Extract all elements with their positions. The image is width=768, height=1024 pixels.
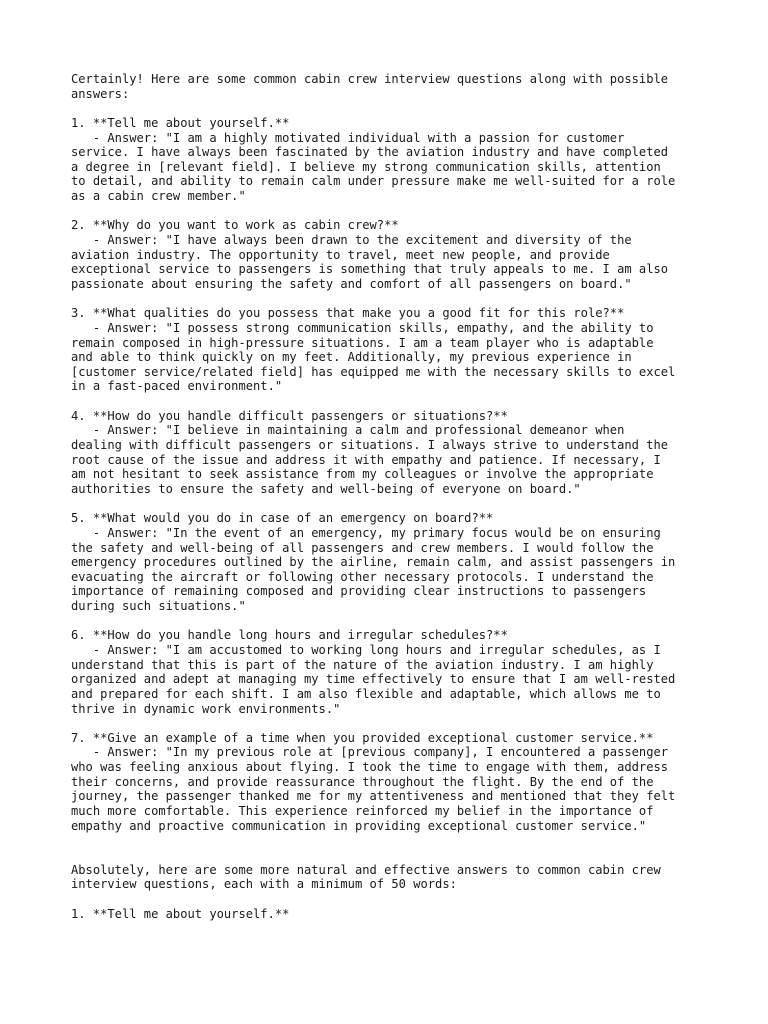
blank-line: [71, 614, 731, 629]
text-line: their concerns, and provide reassurance throughout the flight. By the end of the: [71, 774, 654, 789]
blank-line: [71, 848, 731, 863]
text-line: 1. **Tell me about yourself.**: [71, 115, 290, 130]
document-page: [71, 72, 731, 921]
text-line: 3. **What qualities do you possess that make you a good fit for this role?**: [71, 306, 625, 321]
text-line: and prepared for each shift. I am also flexible and adaptable, which allows me to: [71, 686, 661, 701]
text-line: in a fast-paced environment.": [71, 379, 283, 394]
blank-line: [71, 497, 731, 512]
text-line: am not hesitant to seek assistance from my colleagues or involve the appropriate: [71, 467, 654, 482]
text-line: during such situations.": [71, 599, 246, 614]
blank-line: [71, 716, 731, 731]
text-line: - Answer: "I am a highly motivated individual with a passion for customer: [71, 130, 625, 145]
text-line: - Answer: "I am accustomed to working long hours and irregular schedules, as I: [71, 642, 661, 657]
text-line: passionate about ensuring the safety and comfort of all passengers on board.": [71, 276, 632, 291]
text-line: 4. **How do you handle difficult passengers or situations?**: [71, 408, 508, 423]
blank-line: [71, 394, 731, 409]
text-line: and able to think quickly on my feet. Additionally, my previous experience in: [71, 350, 632, 365]
text-line: as a cabin crew member.": [71, 189, 246, 204]
text-line: the safety and well-being of all passengers and crew members. I would follow the: [71, 540, 654, 555]
text-line: a degree in [relevant field]. I believe my strong communication skills, attention: [71, 159, 661, 174]
text-line: answers:: [71, 86, 130, 101]
text-line: [customer service/related field] has equipped me with the necessary skills to excel: [71, 364, 676, 379]
text-line: much more comfortable. This experience reinforced my belief in the importance of: [71, 804, 654, 819]
text-line: empathy and proactive communication in providing exceptional customer service.": [71, 818, 647, 833]
blank-line: [71, 833, 731, 848]
text-line: emergency procedures outlined by the airline, remain calm, and assist passengers in: [71, 555, 676, 570]
text-line: aviation industry. The opportunity to travel, meet new people, and provide: [71, 247, 610, 262]
text-line: understand that this is part of the nature of the aviation industry. I am highly: [71, 657, 654, 672]
text-line: 7. **Give an example of a time when you provided exceptional customer service.**: [71, 730, 654, 745]
text-line: authorities to ensure the safety and well-being of everyone on board.": [71, 481, 581, 496]
text-line: 2. **Why do you want to work as cabin crew?**: [71, 218, 399, 233]
text-line: to detail, and ability to remain calm under pressure make me well-suited for a role: [71, 174, 676, 189]
text-line: - Answer: "I have always been drawn to the excitement and diversity of the: [71, 233, 632, 248]
text-line: service. I have always been fascinated by the aviation industry and have completed: [71, 145, 669, 160]
text-line: - Answer: "I possess strong communication skills, empathy, and the ability to: [71, 320, 654, 335]
blank-line: [71, 892, 731, 907]
text-line: thrive in dynamic work environments.": [71, 701, 341, 716]
text-line: 5. **What would you do in case of an emergency on board?**: [71, 511, 494, 526]
text-line: Certainly! Here are some common cabin crew interview questions along with possible: [71, 72, 669, 86]
blank-line: [71, 101, 731, 116]
text-line: root cause of the issue and address it with empathy and patience. If necessary, I: [71, 452, 661, 467]
text-line: remain composed in high-pressure situations. I am a team player who is adaptable: [71, 335, 654, 350]
text-line: - Answer: "I believe in maintaining a calm and professional demeanor when: [71, 423, 625, 438]
blank-line: [71, 204, 731, 219]
text-line: - Answer: "In the event of an emergency, my primary focus would be on ensuring: [71, 525, 661, 540]
text-line: 6. **How do you handle long hours and irregular schedules?**: [71, 628, 508, 643]
text-line: importance of remaining composed and providing clear instructions to passengers: [71, 584, 647, 599]
text-line: interview questions, each with a minimum of 50 words:: [71, 877, 457, 892]
text-line: journey, the passenger thanked me for my attentiveness and mentioned that they felt: [71, 789, 676, 804]
text-line: dealing with difficult passengers or situations. I always strive to understand the: [71, 438, 669, 453]
text-line: evacuating the aircraft or following other necessary protocols. I understand the: [71, 569, 654, 584]
blank-line: [71, 292, 731, 307]
text-line: Absolutely, here are some more natural and effective answers to common cabin crew: [71, 862, 661, 877]
text-line: exceptional service to passengers is something that truly appeals to me. I am also: [71, 262, 669, 277]
text-line: 1. **Tell me about yourself.**: [71, 906, 290, 921]
text-line: - Answer: "In my previous role at [previous company], I encountered a passenger: [71, 745, 669, 760]
text-line: who was feeling anxious about flying. I took the time to engage with them, address: [71, 760, 669, 775]
text-line: organized and adept at managing my time effectively to ensure that I am well-rested: [71, 672, 676, 687]
